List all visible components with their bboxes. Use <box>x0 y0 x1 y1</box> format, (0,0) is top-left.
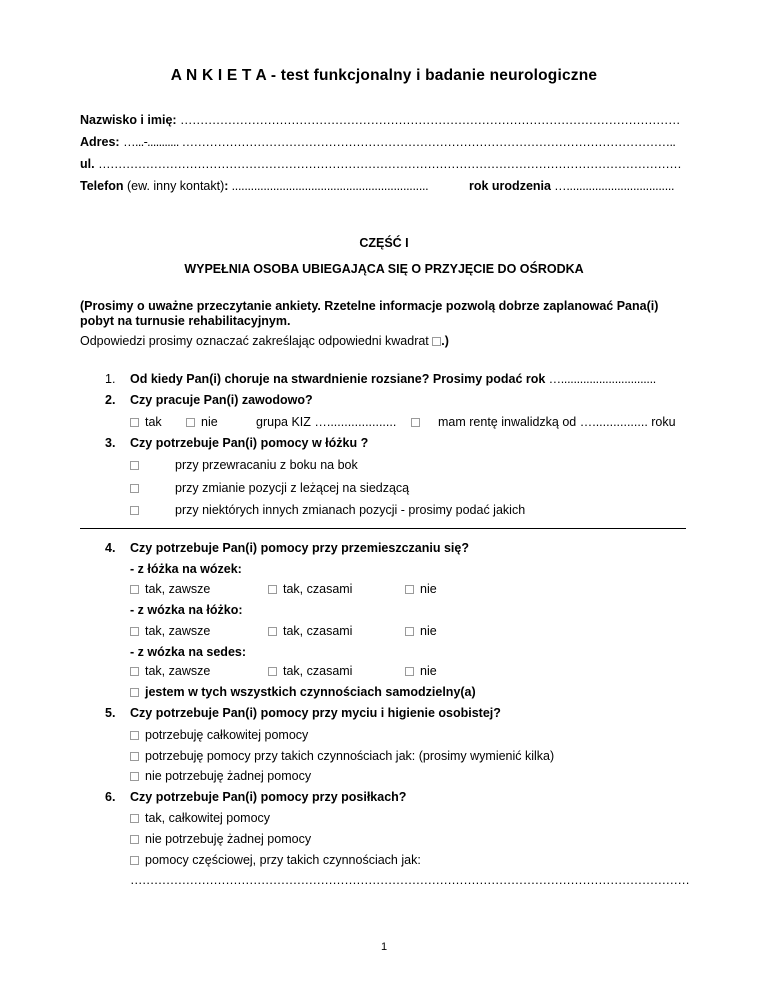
street-dots: ………………………………………………………………………………………………………………………………… <box>98 157 682 171</box>
address-label: Adres: <box>80 135 120 149</box>
checkbox[interactable] <box>405 667 414 676</box>
checkbox[interactable] <box>130 585 139 594</box>
q4-sub2-always[interactable] <box>130 624 210 638</box>
street-field[interactable] <box>80 157 681 171</box>
checkbox[interactable] <box>130 752 139 761</box>
q1-text: Od kiedy Pan(i) choruje na stwardnienie rozsiane? Prosimy podać rok <box>130 372 546 386</box>
q3-text: Czy potrzebuje Pan(i) pomocy w łóżku ? <box>130 436 369 450</box>
checkbox[interactable] <box>186 418 195 427</box>
name-dots: ……………………………………………………………………………………………………………… <box>180 113 680 127</box>
q3-option-1-checkbox[interactable] <box>130 458 139 472</box>
option-label: tak, czasami <box>283 664 353 678</box>
checkbox[interactable] <box>268 627 277 636</box>
q6-number: 6. <box>105 790 116 804</box>
q6-text: Czy potrzebuje Pan(i) pomocy przy posiłkach? <box>130 790 407 804</box>
q2-kiz-field[interactable]: grupa KIZ ….................... <box>256 415 397 429</box>
q5-option-1[interactable] <box>130 728 308 742</box>
q5-text: Czy potrzebuje Pan(i) pomocy przy myciu i higienie osobistej? <box>130 706 501 720</box>
checkbox[interactable] <box>405 585 414 594</box>
intro-line-3 <box>80 334 449 348</box>
q3-option-2-label: przy zmianie pozycji z leżącej na siedzącą <box>175 481 410 495</box>
q2-yes-label: tak <box>145 415 162 429</box>
option-label: tak, zawsze <box>145 664 211 678</box>
q6-option-2[interactable] <box>130 832 311 846</box>
q6-answer-dots[interactable]: …………………………………………………………………………………………………………………………… <box>130 873 690 887</box>
birth-dots: ….................................. <box>550 179 675 193</box>
title-spaced: A N K I E T A <box>170 67 267 84</box>
q2-no-label: nie <box>201 415 218 429</box>
q4-independent[interactable] <box>130 685 476 699</box>
name-field[interactable] <box>80 113 680 127</box>
option-label: jestem w tych wszystkich czynnościach samodzielny(a) <box>145 685 476 699</box>
checkbox[interactable] <box>130 688 139 697</box>
q1-dots: ….............................. <box>545 372 656 386</box>
checkbox[interactable] <box>130 506 139 515</box>
q4-sub-bed-to-wheelchair: - z łóżka na wózek: <box>130 562 242 576</box>
checkbox[interactable] <box>130 461 139 470</box>
street-label: ul. <box>80 157 95 171</box>
checkbox-square-icon <box>432 337 441 346</box>
q4-sub3-no[interactable] <box>405 664 437 678</box>
option-label: tak, całkowitej pomocy <box>145 811 271 825</box>
intro-line-2: pobyt na turnusie rehabilitacyjnym. <box>80 314 291 328</box>
q4-sub3-sometimes[interactable] <box>268 664 352 678</box>
q4-sub-wheelchair-to-toilet: - z wózka na sedes: <box>130 645 247 659</box>
name-label: Nazwisko i imię: <box>80 113 177 127</box>
option-label: nie potrzebuję żadnej pomocy <box>145 769 312 783</box>
q2-text: Czy pracuje Pan(i) zawodowo? <box>130 393 313 407</box>
option-label: tak, zawsze <box>145 582 211 596</box>
q1-number: 1. <box>105 372 116 386</box>
checkbox[interactable] <box>130 627 139 636</box>
option-label: nie <box>420 624 437 638</box>
option-label: tak, czasami <box>283 624 353 638</box>
page-number: 1 <box>380 941 388 953</box>
checkbox[interactable] <box>130 667 139 676</box>
option-label: nie <box>420 582 437 596</box>
q4-sub2-sometimes[interactable] <box>268 624 352 638</box>
section-part: CZĘŚĆ I <box>359 236 409 250</box>
birth-label: rok urodzenia <box>469 179 551 193</box>
q5-number: 5. <box>105 706 116 720</box>
q4-sub2-no[interactable] <box>405 624 437 638</box>
checkbox[interactable] <box>130 814 139 823</box>
address-dots: …...-........... …………………………………………………………………………………………………………….. <box>123 135 676 149</box>
phone-label: Telefon <box>80 179 124 193</box>
q2-option-no[interactable] <box>186 415 218 429</box>
option-label: nie <box>420 664 437 678</box>
q4-number: 4. <box>105 541 116 555</box>
q4-sub1-sometimes[interactable] <box>268 582 352 596</box>
section-subtitle: WYPEŁNIA OSOBA UBIEGAJĄCA SIĘ O PRZYJĘCIE DO OŚRODKA <box>184 262 584 276</box>
q2-option-pension-checkbox[interactable] <box>411 415 420 429</box>
q1-text-line <box>130 372 656 386</box>
phone-colon: : <box>224 179 229 193</box>
option-label: tak, zawsze <box>145 624 211 638</box>
q3-option-3-checkbox[interactable] <box>130 503 139 517</box>
phone-note: (ew. inny kontakt) <box>123 179 225 193</box>
q4-sub-wheelchair-to-bed: - z wózka na łóżko: <box>130 603 243 617</box>
q2-pension-label: mam rentę inwalidzką od …................ roku <box>438 415 676 429</box>
checkbox[interactable] <box>130 418 139 427</box>
intro-line-3-end: .) <box>441 334 449 348</box>
q4-text: Czy potrzebuje Pan(i) pomocy przy przemieszczaniu się? <box>130 541 469 555</box>
option-label: nie potrzebuję żadnej pomocy <box>145 832 312 846</box>
checkbox[interactable] <box>130 835 139 844</box>
q6-option-3[interactable] <box>130 853 421 867</box>
q4-sub3-always[interactable] <box>130 664 210 678</box>
q3-number: 3. <box>105 436 116 450</box>
option-label: tak, czasami <box>283 582 353 596</box>
checkbox[interactable] <box>130 731 139 740</box>
intro-line-3-text: Odpowiedzi prosimy oznaczać zakreślając odpowiedni kwadrat <box>80 334 429 348</box>
q2-option-yes[interactable] <box>130 415 162 429</box>
option-label: potrzebuję całkowitej pomocy <box>145 728 309 742</box>
checkbox[interactable] <box>268 585 277 594</box>
title-rest: - test funkcjonalny i badanie neurologiczne <box>266 67 598 84</box>
q3-option-3-label: przy niektórych innych zmianach pozycji - prosimy podać jakich <box>175 503 526 517</box>
q5-option-2[interactable] <box>130 749 554 763</box>
checkbox[interactable] <box>405 627 414 636</box>
q6-option-1[interactable] <box>130 811 270 825</box>
option-label: pomocy częściowej, przy takich czynnościach jak: <box>145 853 421 867</box>
intro-line-1: (Prosimy o uważne przeczytanie ankiety. Rzetelne informacje pozwolą dobrze zaplanować Pana(i) <box>80 299 659 313</box>
birth-year-field[interactable] <box>469 179 674 193</box>
answer-line[interactable] <box>80 528 686 529</box>
checkbox[interactable] <box>130 772 139 781</box>
option-label: potrzebuję pomocy przy takich czynnościach jak: (prosimy wymienić kilka) <box>145 749 555 763</box>
q4-sub1-no[interactable] <box>405 582 437 596</box>
q3-option-2-checkbox[interactable] <box>130 481 139 495</box>
checkbox[interactable] <box>130 856 139 865</box>
checkbox[interactable] <box>130 484 139 493</box>
q3-option-1-label: przy przewracaniu z boku na bok <box>175 458 358 472</box>
phone-dots: .............................................................. <box>228 179 429 193</box>
q5-option-3[interactable] <box>130 769 311 783</box>
phone-field[interactable] <box>80 179 428 193</box>
address-field[interactable] <box>80 135 675 149</box>
checkbox[interactable] <box>411 418 420 427</box>
page-title <box>0 67 768 85</box>
q2-number: 2. <box>105 393 116 407</box>
q4-sub1-always[interactable] <box>130 582 210 596</box>
checkbox[interactable] <box>268 667 277 676</box>
